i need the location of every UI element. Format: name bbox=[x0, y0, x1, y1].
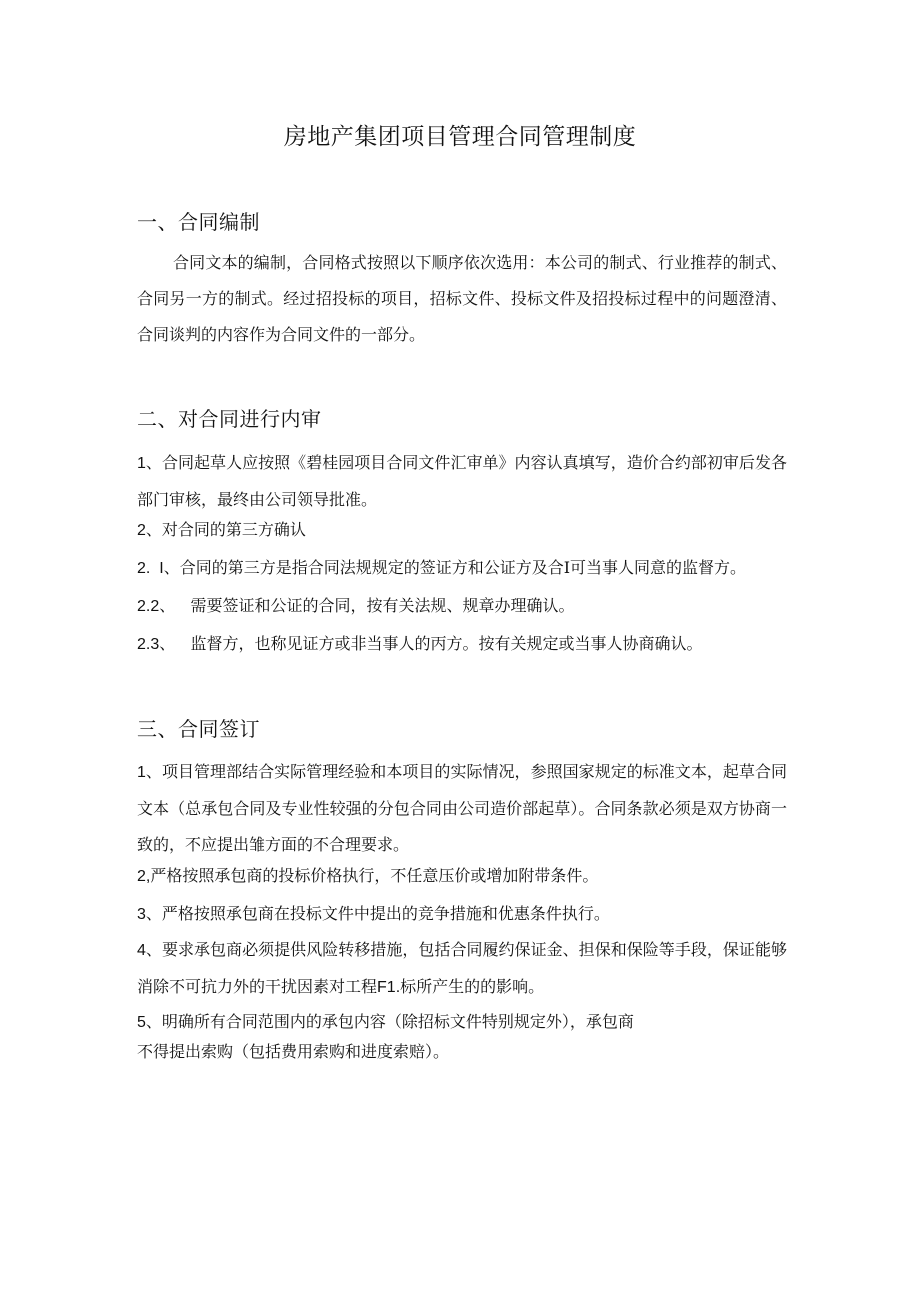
item-code: F1. bbox=[377, 979, 401, 996]
list-item bbox=[137, 518, 797, 543]
item-text-after: 标所产生的的影响。 bbox=[400, 977, 545, 996]
item-text: 、项目管理部结合实际管理经验和本项目的实际情况，参照国家规定的标准文本，起草合同文本（总承包合同及专业性较强的分包合同由公司造价部起草）。合同条款必须是双方协商一致的，不应提出雏方面的不合理要求。 bbox=[137, 762, 787, 854]
item-text: 严格按照承包商的投标价格执行，不任意压价或增加附带条件。 bbox=[150, 866, 599, 885]
list-item bbox=[137, 754, 787, 863]
list-item bbox=[137, 445, 787, 518]
item-number: 2.2 bbox=[137, 598, 160, 615]
item-number: 2.3 bbox=[137, 636, 160, 653]
item-text: 、明确所有合同范围内的承包内容（除招标文件特别规定外），承包商 bbox=[145, 1012, 634, 1031]
item-number: 1 bbox=[137, 455, 146, 472]
section-heading-contract-signing: 三、合同签订 bbox=[137, 717, 260, 741]
list-item-continuation: 不得提出索购（包括费用索购和进度索赔）。 bbox=[137, 1042, 450, 1061]
list-item bbox=[137, 1010, 797, 1035]
item-text: 、合同的第三方是指合同法规规定的签证方和公证方及合I可当事人同意的监督方。 bbox=[163, 558, 747, 577]
item-text: 、严格按照承包商在投标文件中提出的竞争措施和优惠条件执行。 bbox=[145, 904, 610, 923]
section-heading-contract-drafting: 一、合同编制 bbox=[137, 210, 260, 234]
item-text: 、 需要签证和公证的合同，按有关法规、规章办理确认。 bbox=[159, 596, 575, 615]
document-title: 房地产集团项目管理合同管理制度 bbox=[283, 124, 637, 150]
item-text: 、对合同的第三方确认 bbox=[145, 520, 306, 539]
list-item bbox=[137, 932, 787, 1006]
list-item bbox=[137, 556, 797, 581]
item-text: 、 监督方，也称见证方或非当事人的丙方。按有关规定或当事人协商确认。 bbox=[159, 634, 703, 653]
item-text: 、要求承包商必须提供风险转移措施，包括合同履约保证金、担保和保险等手段，保证能够消除不可抗力外的干扰因素对工程 bbox=[137, 940, 787, 996]
item-number: 2. I bbox=[137, 560, 164, 577]
item-number: 2 bbox=[137, 522, 146, 539]
item-number: 4 bbox=[137, 942, 146, 959]
list-item bbox=[137, 902, 797, 927]
item-number: 1 bbox=[137, 764, 146, 781]
item-number: 5 bbox=[137, 1014, 146, 1031]
list-item bbox=[137, 632, 797, 657]
item-number: 2, bbox=[137, 868, 151, 885]
section-paragraph: 合同文本的编制，合同格式按照以下顺序依次选用：本公司的制式、行业推荐的制式、合同另一方的制式。经过招投标的项目，招标文件、投标文件及招投标过程中的问题澄清、合同谈判的内容作为合同文件的一部分。 bbox=[137, 253, 787, 344]
section-heading-internal-review: 二、对合同进行内审 bbox=[137, 407, 322, 431]
item-text: 、合同起草人应按照《碧桂园项目合同文件汇审单》内容认真填写，造价合约部初审后发各部门审核，最终由公司领导批准。 bbox=[137, 453, 787, 509]
list-item bbox=[137, 594, 797, 619]
item-number: 3 bbox=[137, 906, 146, 923]
list-item bbox=[137, 864, 797, 889]
